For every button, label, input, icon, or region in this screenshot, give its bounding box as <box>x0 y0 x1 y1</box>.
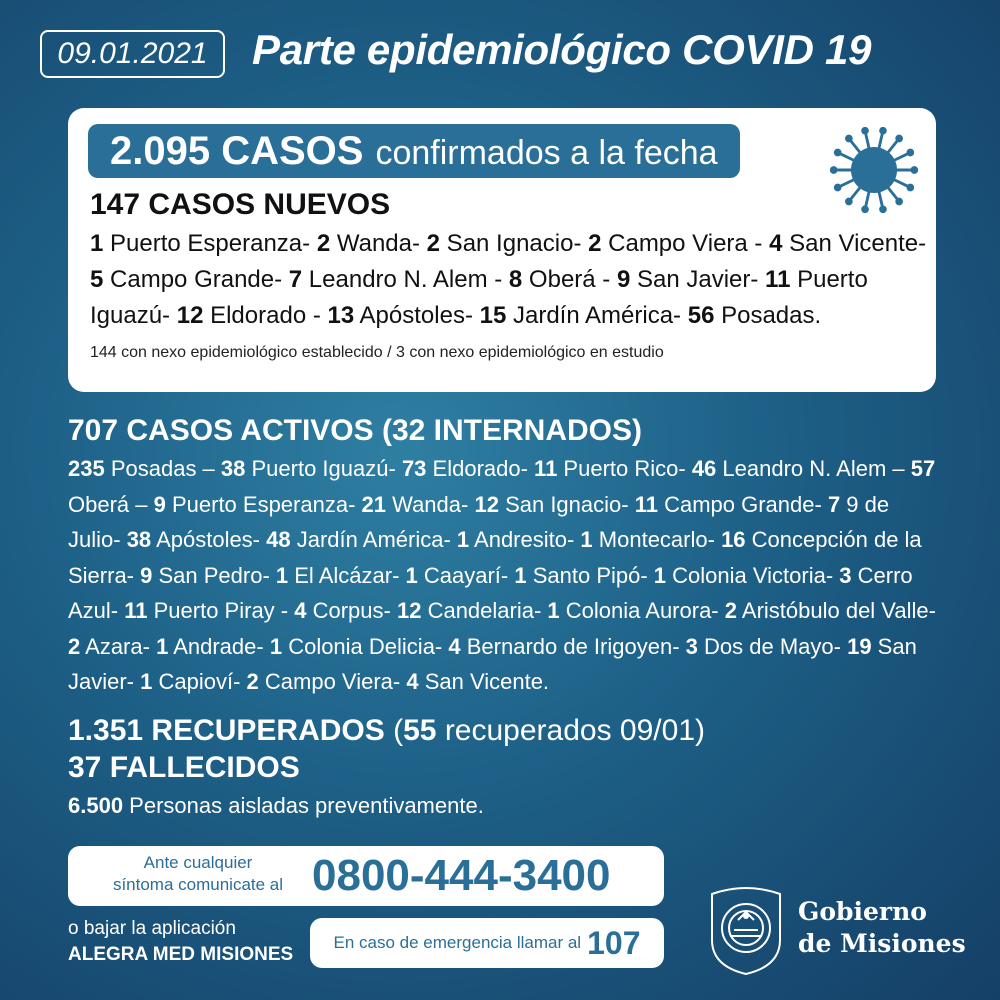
case-location: Dos de Mayo- <box>697 633 848 659</box>
case-count: 38 <box>126 527 152 552</box>
case-location: Colonia Aurora- <box>559 598 725 623</box>
new-cases-list <box>90 226 928 334</box>
case-count: 1 <box>140 669 153 694</box>
case-count: 1 <box>456 527 470 552</box>
case-count: 1 <box>653 562 667 588</box>
case-count: 4 <box>406 669 419 694</box>
case-location: Cerro Azul- <box>68 562 913 623</box>
case-count: 1 <box>275 562 289 588</box>
case-location: 9 de Julio- <box>68 491 890 552</box>
case-count: 2 <box>426 230 441 257</box>
recovered-today-label: recuperados 09/01) <box>436 714 705 747</box>
case-location: Jardín América- <box>290 527 457 552</box>
isolated-line <box>68 793 484 819</box>
case-count: 8 <box>508 266 523 293</box>
total-cases-count: 2.095 CASOS <box>110 129 364 173</box>
case-location: Puerto Rico- <box>557 456 692 481</box>
total-cases-pill <box>88 124 740 178</box>
case-count: 1 <box>580 527 593 552</box>
case-count: 11 <box>765 266 791 293</box>
case-count: 1 <box>156 633 169 659</box>
new-cases-card <box>68 108 936 392</box>
case-count: 2 <box>316 230 331 257</box>
case-location: Colonia Victoria- <box>666 562 840 588</box>
case-location: Oberá – <box>68 491 154 517</box>
isolated-count: 6.500 <box>68 793 124 818</box>
case-count: 56 <box>687 302 715 329</box>
case-count: 12 <box>176 302 204 329</box>
case-location: Apóstoles- <box>354 302 480 329</box>
case-location: Wanda- <box>386 491 475 517</box>
case-count: 9 <box>140 562 153 588</box>
case-location: Puerto Iguazú- <box>90 266 868 329</box>
case-count: 11 <box>534 456 558 481</box>
emergency-box[interactable] <box>310 918 664 968</box>
case-location: Caayarí- <box>417 562 515 588</box>
case-count: 4 <box>294 598 307 623</box>
page-title: Parte epidemiológico COVID 19 <box>252 26 872 73</box>
isolated-label: Personas aisladas preventivamente. <box>123 793 484 818</box>
case-location: Puerto Esperanza- <box>103 230 317 257</box>
case-count: 7 <box>827 491 841 517</box>
case-location: Aristóbulo del Valle- <box>737 598 936 623</box>
case-location: Puerto Esperanza- <box>165 491 362 517</box>
case-location: San Ignacio- <box>498 491 635 517</box>
case-location: Leandro N. Alem – <box>716 456 911 481</box>
case-count: 2 <box>246 669 259 694</box>
case-count: 2 <box>588 230 602 257</box>
hotline-phone-number[interactable]: 0800-444-3400 <box>312 851 611 900</box>
case-count: 15 <box>479 302 507 329</box>
case-location: San Pedro- <box>152 562 276 588</box>
case-location: San Javier- <box>68 633 917 694</box>
case-count: 1 <box>269 633 283 659</box>
case-location: Candelaria- <box>421 598 548 623</box>
case-location: El Alcázar- <box>288 562 406 588</box>
case-location: Puerto Iguazú- <box>245 456 402 481</box>
case-location: Posadas – <box>104 456 221 481</box>
case-count: 12 <box>474 491 499 517</box>
recovered-paren: ( <box>384 714 404 747</box>
case-location: Azara- <box>80 633 157 659</box>
hotline-prompt-line2: síntoma comunicate al <box>112 875 284 894</box>
government-name-line2: de Misiones <box>798 929 966 958</box>
case-count: 9 <box>153 491 166 517</box>
case-location: Corpus- <box>306 598 397 623</box>
case-count: 1 <box>405 562 418 588</box>
case-location: Campo Grande- <box>657 491 828 517</box>
case-count: 11 <box>124 598 148 623</box>
case-location: Colonia Delicia- <box>282 633 449 659</box>
active-cases-title: 707 CASOS ACTIVOS (32 INTERNADOS) <box>68 414 642 447</box>
hotline-prompt-line1: Ante cualquier <box>143 853 253 872</box>
case-location: Santo Pipó- <box>526 562 654 588</box>
app-download-text: o bajar la aplicación <box>68 918 236 939</box>
recovered-line <box>68 714 705 748</box>
case-location: Posadas. <box>714 302 822 329</box>
date-badge <box>40 30 225 78</box>
case-count: 4 <box>769 230 783 257</box>
deaths-total: 37 FALLECIDOS <box>68 751 300 784</box>
case-count: 48 <box>266 527 291 552</box>
case-location: Montecarlo- <box>592 527 722 552</box>
case-count: 12 <box>396 598 422 623</box>
total-cases-label: confirmados a la fecha <box>375 134 718 172</box>
case-location: Campo Grande- <box>103 266 289 293</box>
case-location: San Javier- <box>630 266 766 293</box>
case-count: 3 <box>839 562 852 588</box>
hotline-prompt <box>88 852 308 896</box>
case-count: 1 <box>90 230 104 257</box>
emergency-label: En caso de emergencia llamar al <box>333 933 582 952</box>
case-count: 1 <box>514 562 527 588</box>
new-cases-title: 147 CASOS NUEVOS <box>90 188 391 221</box>
epidemiological-link-note: 144 con nexo epidemiológico establecido / 3 con nexo epidemiológico en estudio <box>90 344 664 361</box>
case-count: 2 <box>724 598 737 623</box>
app-name[interactable]: ALEGRA MED MISIONES <box>68 944 294 965</box>
case-location: Campo Viera- <box>258 669 407 694</box>
case-location: Capioví- <box>152 669 247 694</box>
case-location: Andresito- <box>469 527 581 552</box>
emergency-number[interactable]: 107 <box>587 924 641 961</box>
case-location: San Vicente. <box>418 669 550 694</box>
case-count: 38 <box>220 456 246 481</box>
case-count: 46 <box>691 456 717 481</box>
case-location: Jardín América- <box>506 302 688 329</box>
case-count: 2 <box>68 633 81 659</box>
report-date: 09.01.2021 <box>57 37 208 70</box>
government-name <box>798 896 966 960</box>
case-location: Apóstoles- <box>151 527 267 552</box>
case-location: Eldorado- <box>426 456 535 481</box>
case-location: Eldorado - <box>203 302 328 329</box>
case-location: Campo Viera - <box>601 230 770 257</box>
case-count: 21 <box>361 491 387 517</box>
case-location: Concepción de la Sierra- <box>68 527 922 588</box>
case-count: 9 <box>616 266 631 293</box>
case-count: 73 <box>401 456 427 481</box>
case-count: 3 <box>685 633 698 659</box>
case-location: Leandro N. Alem - <box>302 266 509 293</box>
case-count: 1 <box>547 598 560 623</box>
case-location: San Ignacio- <box>440 230 589 257</box>
case-location: San Vicente- <box>782 230 927 257</box>
provincia-misiones-seal-icon <box>706 884 786 976</box>
case-count: 7 <box>288 266 303 293</box>
recovered-today-count: 55 <box>403 714 437 747</box>
case-location: Oberá - <box>522 266 617 293</box>
case-location: Puerto Piray - <box>147 598 295 623</box>
case-count: 5 <box>90 266 104 293</box>
case-location: Andrade- <box>168 633 270 659</box>
government-name-line1: Gobierno <box>798 897 927 926</box>
case-count: 57 <box>910 456 936 481</box>
case-location: Bernardo de Irigoyen- <box>460 633 686 659</box>
virus-icon <box>826 122 922 218</box>
case-location: Wanda- <box>330 230 427 257</box>
case-count: 4 <box>448 633 461 659</box>
case-count: 16 <box>721 527 746 552</box>
recovered-total: 1.351 RECUPERADOS <box>68 714 385 747</box>
case-count: 19 <box>847 633 872 659</box>
case-count: 13 <box>327 302 355 329</box>
case-count: 11 <box>634 491 658 517</box>
case-count: 235 <box>68 456 105 481</box>
hotline-box[interactable] <box>68 846 664 906</box>
active-cases-list <box>68 451 936 700</box>
